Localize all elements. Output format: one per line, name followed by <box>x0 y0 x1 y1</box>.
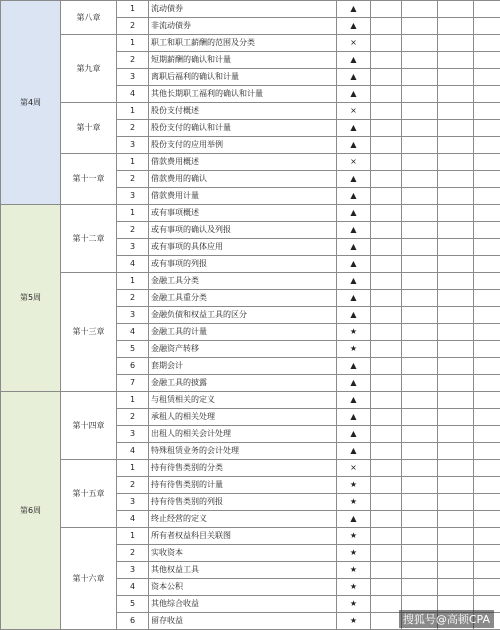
importance-mark: ★ <box>337 562 371 579</box>
section-number: 1 <box>117 528 149 545</box>
blank-cell <box>438 18 474 35</box>
table-row <box>1 460 500 477</box>
importance-mark: ▲ <box>337 426 371 443</box>
importance-mark: ▲ <box>337 188 371 205</box>
section-number: 2 <box>117 477 149 494</box>
blank-cell <box>474 137 500 154</box>
blank-cell <box>474 154 500 171</box>
section-number: 2 <box>117 52 149 69</box>
blank-cell <box>474 103 500 120</box>
blank-cell <box>402 579 438 596</box>
importance-mark: ▲ <box>337 392 371 409</box>
section-number: 4 <box>117 511 149 528</box>
blank-cell <box>474 239 500 256</box>
blank-cell <box>474 35 500 52</box>
blank-cell <box>402 18 438 35</box>
chapter-label: 第九章 <box>61 35 117 103</box>
blank-cell <box>402 290 438 307</box>
importance-mark: ★ <box>337 579 371 596</box>
section-topic: 持有待售类别的列报 <box>149 494 337 511</box>
blank-cell <box>438 511 474 528</box>
table-row <box>1 528 500 545</box>
blank-cell <box>371 290 402 307</box>
blank-cell <box>438 239 474 256</box>
section-number: 4 <box>117 324 149 341</box>
blank-cell <box>474 477 500 494</box>
section-number: 2 <box>117 409 149 426</box>
blank-cell <box>371 596 402 613</box>
section-number: 3 <box>117 137 149 154</box>
blank-cell <box>438 52 474 69</box>
section-topic: 股份支付的应用举例 <box>149 137 337 154</box>
blank-cell <box>474 171 500 188</box>
section-topic: 职工和职工薪酬的范围及分类 <box>149 35 337 52</box>
importance-mark: × <box>337 103 371 120</box>
section-number: 6 <box>117 613 149 630</box>
week-label: 第6周 <box>1 392 61 630</box>
importance-mark: ★ <box>337 341 371 358</box>
section-topic: 出租人的相关会计处理 <box>149 426 337 443</box>
blank-cell <box>438 188 474 205</box>
blank-cell <box>371 1 402 18</box>
importance-mark: ▲ <box>337 358 371 375</box>
section-topic: 或有事项的列报 <box>149 256 337 273</box>
importance-mark: ★ <box>337 528 371 545</box>
section-number: 1 <box>117 1 149 18</box>
section-topic: 其他长期职工福利的确认和计量 <box>149 86 337 103</box>
blank-cell <box>438 392 474 409</box>
blank-cell <box>438 409 474 426</box>
chapter-label: 第十章 <box>61 103 117 154</box>
section-number: 1 <box>117 103 149 120</box>
blank-cell <box>402 375 438 392</box>
blank-cell <box>402 494 438 511</box>
blank-cell <box>438 341 474 358</box>
importance-mark: ▲ <box>337 222 371 239</box>
blank-cell <box>438 120 474 137</box>
blank-cell <box>474 18 500 35</box>
blank-cell <box>402 52 438 69</box>
blank-cell <box>438 273 474 290</box>
section-number: 2 <box>117 222 149 239</box>
section-number: 4 <box>117 256 149 273</box>
section-topic: 短期薪酬的确认和计量 <box>149 52 337 69</box>
table-row <box>1 103 500 120</box>
blank-cell <box>474 545 500 562</box>
blank-cell <box>402 477 438 494</box>
blank-cell <box>371 528 402 545</box>
blank-cell <box>371 35 402 52</box>
blank-cell <box>402 171 438 188</box>
importance-mark: ★ <box>337 477 371 494</box>
blank-cell <box>371 562 402 579</box>
blank-cell <box>438 460 474 477</box>
blank-cell <box>402 137 438 154</box>
blank-cell <box>402 154 438 171</box>
blank-cell <box>402 307 438 324</box>
blank-cell <box>402 1 438 18</box>
blank-cell <box>402 511 438 528</box>
week-label: 第5周 <box>1 205 61 392</box>
blank-cell <box>438 528 474 545</box>
blank-cell <box>371 18 402 35</box>
section-number: 2 <box>117 171 149 188</box>
blank-cell <box>474 69 500 86</box>
blank-cell <box>402 324 438 341</box>
section-topic: 金融工具分类 <box>149 273 337 290</box>
blank-cell <box>438 205 474 222</box>
watermark: 搜狐号@高顿CPA <box>399 610 494 628</box>
section-topic: 终止经营的定义 <box>149 511 337 528</box>
section-number: 3 <box>117 562 149 579</box>
blank-cell <box>402 426 438 443</box>
blank-cell <box>474 494 500 511</box>
section-number: 1 <box>117 273 149 290</box>
importance-mark: ★ <box>337 494 371 511</box>
blank-cell <box>371 324 402 341</box>
blank-cell <box>474 188 500 205</box>
blank-cell <box>438 137 474 154</box>
importance-mark: ★ <box>337 613 371 630</box>
blank-cell <box>371 579 402 596</box>
importance-mark: ▲ <box>337 256 371 273</box>
blank-cell <box>474 256 500 273</box>
blank-cell <box>438 171 474 188</box>
blank-cell <box>474 579 500 596</box>
blank-cell <box>474 1 500 18</box>
blank-cell <box>474 86 500 103</box>
section-topic: 其他综合收益 <box>149 596 337 613</box>
blank-cell <box>474 443 500 460</box>
chapter-label: 第十五章 <box>61 460 117 528</box>
blank-cell <box>371 443 402 460</box>
blank-cell <box>371 52 402 69</box>
section-topic: 持有待售类别的分类 <box>149 460 337 477</box>
blank-cell <box>438 307 474 324</box>
section-number: 3 <box>117 69 149 86</box>
importance-mark: × <box>337 460 371 477</box>
blank-cell <box>474 120 500 137</box>
blank-cell <box>438 324 474 341</box>
blank-cell <box>371 154 402 171</box>
importance-mark: ▲ <box>337 52 371 69</box>
chapter-label: 第十一章 <box>61 154 117 205</box>
section-topic: 与租赁相关的定义 <box>149 392 337 409</box>
blank-cell <box>371 256 402 273</box>
section-number: 4 <box>117 86 149 103</box>
importance-mark: ▲ <box>337 18 371 35</box>
blank-cell <box>474 409 500 426</box>
section-topic: 套期会计 <box>149 358 337 375</box>
section-number: 3 <box>117 188 149 205</box>
blank-cell <box>371 103 402 120</box>
blank-cell <box>402 120 438 137</box>
section-topic: 金融工具的计量 <box>149 324 337 341</box>
blank-cell <box>371 409 402 426</box>
blank-cell <box>402 239 438 256</box>
importance-mark: ▲ <box>337 409 371 426</box>
blank-cell <box>402 545 438 562</box>
blank-cell <box>438 256 474 273</box>
section-topic: 流动债券 <box>149 1 337 18</box>
blank-cell <box>371 273 402 290</box>
blank-cell <box>402 35 438 52</box>
blank-cell <box>371 358 402 375</box>
blank-cell <box>371 86 402 103</box>
blank-cell <box>371 137 402 154</box>
section-topic: 特殊租赁业务的会计处理 <box>149 443 337 460</box>
blank-cell <box>438 103 474 120</box>
section-number: 1 <box>117 35 149 52</box>
importance-mark: ★ <box>337 324 371 341</box>
blank-cell <box>371 494 402 511</box>
blank-cell <box>402 256 438 273</box>
importance-mark: ▲ <box>337 307 371 324</box>
blank-cell <box>402 409 438 426</box>
chapter-label: 第十四章 <box>61 392 117 460</box>
blank-cell <box>438 494 474 511</box>
blank-cell <box>371 426 402 443</box>
blank-cell <box>402 222 438 239</box>
blank-cell <box>474 324 500 341</box>
blank-cell <box>474 307 500 324</box>
section-topic: 资本公积 <box>149 579 337 596</box>
blank-cell <box>371 392 402 409</box>
table-body <box>1 1 500 630</box>
blank-cell <box>402 103 438 120</box>
section-topic: 借款费用概述 <box>149 154 337 171</box>
section-topic: 金融负债和权益工具的区分 <box>149 307 337 324</box>
blank-cell <box>474 528 500 545</box>
blank-cell <box>402 273 438 290</box>
section-number: 1 <box>117 460 149 477</box>
importance-mark: ▲ <box>337 86 371 103</box>
importance-mark: × <box>337 35 371 52</box>
blank-cell <box>474 358 500 375</box>
section-number: 6 <box>117 358 149 375</box>
blank-cell <box>371 375 402 392</box>
blank-cell <box>474 426 500 443</box>
blank-cell <box>402 205 438 222</box>
section-topic: 或有事项的具体应用 <box>149 239 337 256</box>
blank-cell <box>371 171 402 188</box>
blank-cell <box>438 545 474 562</box>
section-number: 3 <box>117 494 149 511</box>
blank-cell <box>474 290 500 307</box>
section-number: 5 <box>117 596 149 613</box>
table-row <box>1 205 500 222</box>
chapter-label: 第十六章 <box>61 528 117 630</box>
section-topic: 离职后福利的确认和计量 <box>149 69 337 86</box>
blank-cell <box>474 375 500 392</box>
blank-cell <box>438 443 474 460</box>
blank-cell <box>402 562 438 579</box>
section-topic: 金融工具重分类 <box>149 290 337 307</box>
blank-cell <box>438 69 474 86</box>
importance-mark: ▲ <box>337 273 371 290</box>
section-number: 4 <box>117 443 149 460</box>
blank-cell <box>402 188 438 205</box>
section-topic: 承租人的相关处理 <box>149 409 337 426</box>
importance-mark: ▲ <box>337 511 371 528</box>
blank-cell <box>438 1 474 18</box>
importance-mark: ▲ <box>337 239 371 256</box>
week-label: 第4周 <box>1 1 61 205</box>
table-row <box>1 273 500 290</box>
blank-cell <box>402 69 438 86</box>
blank-cell <box>402 341 438 358</box>
section-number: 2 <box>117 120 149 137</box>
blank-cell <box>474 341 500 358</box>
section-number: 5 <box>117 341 149 358</box>
chapter-label: 第十三章 <box>61 273 117 392</box>
blank-cell <box>438 358 474 375</box>
importance-mark: ★ <box>337 545 371 562</box>
blank-cell <box>438 477 474 494</box>
importance-mark: ▲ <box>337 69 371 86</box>
blank-cell <box>438 426 474 443</box>
blank-cell <box>438 222 474 239</box>
table-row <box>1 392 500 409</box>
importance-mark: ▲ <box>337 171 371 188</box>
blank-cell <box>402 460 438 477</box>
blank-cell <box>402 358 438 375</box>
section-number: 3 <box>117 426 149 443</box>
blank-cell <box>371 239 402 256</box>
blank-cell <box>438 154 474 171</box>
blank-cell <box>402 86 438 103</box>
section-topic: 金融工具的披露 <box>149 375 337 392</box>
blank-cell <box>438 290 474 307</box>
blank-cell <box>402 392 438 409</box>
blank-cell <box>438 562 474 579</box>
blank-cell <box>474 511 500 528</box>
section-topic: 借款费用的确认 <box>149 171 337 188</box>
importance-mark: ▲ <box>337 375 371 392</box>
section-number: 7 <box>117 375 149 392</box>
blank-cell <box>438 86 474 103</box>
blank-cell <box>438 375 474 392</box>
blank-cell <box>371 477 402 494</box>
blank-cell <box>371 188 402 205</box>
table-row <box>1 154 500 171</box>
section-number: 1 <box>117 205 149 222</box>
importance-mark: ★ <box>337 596 371 613</box>
importance-mark: × <box>337 154 371 171</box>
section-topic: 其他权益工具 <box>149 562 337 579</box>
section-topic: 或有事项概述 <box>149 205 337 222</box>
blank-cell <box>474 562 500 579</box>
blank-cell <box>371 545 402 562</box>
importance-mark: ▲ <box>337 137 371 154</box>
section-number: 3 <box>117 239 149 256</box>
blank-cell <box>474 392 500 409</box>
importance-mark: ▲ <box>337 290 371 307</box>
blank-cell <box>438 35 474 52</box>
section-topic: 或有事项的确认及列报 <box>149 222 337 239</box>
section-topic: 所有者权益科目关联图 <box>149 528 337 545</box>
chapter-label: 第八章 <box>61 1 117 35</box>
blank-cell <box>474 460 500 477</box>
blank-cell <box>371 205 402 222</box>
section-topic: 实收资本 <box>149 545 337 562</box>
blank-cell <box>371 511 402 528</box>
section-topic: 留存收益 <box>149 613 337 630</box>
blank-cell <box>402 528 438 545</box>
blank-cell <box>438 579 474 596</box>
blank-cell <box>371 120 402 137</box>
chapter-label: 第十二章 <box>61 205 117 273</box>
blank-cell <box>371 341 402 358</box>
section-number: 1 <box>117 154 149 171</box>
blank-cell <box>402 443 438 460</box>
table-row <box>1 35 500 52</box>
blank-cell <box>371 307 402 324</box>
section-number: 2 <box>117 290 149 307</box>
section-number: 2 <box>117 18 149 35</box>
section-number: 3 <box>117 307 149 324</box>
importance-mark: ▲ <box>337 120 371 137</box>
section-topic: 股份支付的确认和计量 <box>149 120 337 137</box>
section-topic: 股份支付概述 <box>149 103 337 120</box>
section-topic: 金融资产转移 <box>149 341 337 358</box>
section-number: 2 <box>117 545 149 562</box>
table-row <box>1 1 500 18</box>
section-number: 1 <box>117 392 149 409</box>
importance-mark: ▲ <box>337 1 371 18</box>
blank-cell <box>474 205 500 222</box>
blank-cell <box>371 460 402 477</box>
section-topic: 持有待售类别的计量 <box>149 477 337 494</box>
blank-cell <box>371 69 402 86</box>
section-number: 4 <box>117 579 149 596</box>
section-topic: 借款费用计量 <box>149 188 337 205</box>
importance-mark: ▲ <box>337 443 371 460</box>
blank-cell <box>371 222 402 239</box>
blank-cell <box>474 52 500 69</box>
importance-mark: ▲ <box>337 205 371 222</box>
blank-cell <box>371 613 402 630</box>
blank-cell <box>474 273 500 290</box>
blank-cell <box>474 222 500 239</box>
section-topic: 非流动债券 <box>149 18 337 35</box>
